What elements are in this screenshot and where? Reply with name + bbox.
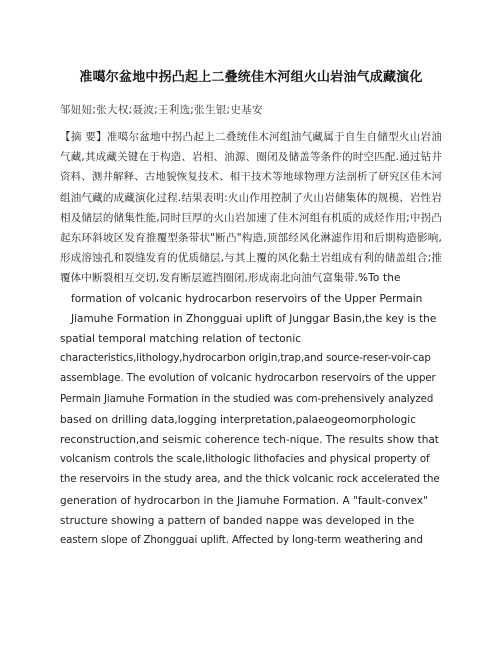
abstract-line: formation of volcanic hydrocarbon reservoirs of the Upper Permain: [71, 292, 423, 305]
document-title: 准噶尔盆地中拐凸起上二叠统佳木河组火山岩油气成藏演化: [79, 70, 423, 85]
abstract-line: 组油气藏的成藏演化过程.结果表明:火山作用控制了火山岩储集体的规模、岩性岩: [60, 191, 442, 204]
abstract-block: [60, 127, 442, 551]
abstract-line: 起东环斜坡区发育推覆型条带状"断凸"构造,顶部经风化淋滤作用和后期构造影响,: [60, 232, 442, 245]
abstract-line: 【摘 要】准噶尔盆地中拐凸起上二叠统佳木河组油气藏属于自生自储型火山岩油: [60, 131, 442, 143]
abstract-line: the reservoirs in the study area, and the thick volcanic rock accelerated the: [60, 474, 440, 486]
abstract-line: Permain Jiamuhe Formation in the studied was com-prehensively analyzed: [60, 393, 434, 405]
author-list: 邹妞妞;张大权;聂波;王利选;张生银;史基安: [60, 104, 263, 116]
abstract-line: assemblage. The evolution of volcanic hydrocarbon reservoirs of the upper: [60, 373, 436, 385]
abstract-line: spatial temporal matching relation of tectonic: [60, 333, 302, 346]
abstract-line: based on drilling data,logging interpretation,palaeogeomorphologic: [60, 413, 416, 426]
abstract-line: reconstruction,and seismic coherence tech-nique. The results show that: [60, 434, 439, 447]
abstract-line: volcanism controls the scale,lithologic lithofacies and physical property of: [60, 454, 430, 466]
abstract-line: characteristics,lithology,hydrocarbon origin,trap,and source-reser-voir-cap: [60, 353, 431, 365]
abstract-line: 相及储层的储集性能,同时巨厚的火山岩加速了佳木河组有机质的成烃作用;中拐凸: [60, 211, 442, 224]
abstract-line: generation of hydrocarbon in the Jiamuhe Formation. A "fault-convex": [60, 494, 428, 507]
abstract-line: 气藏,其成藏关键在于构造、岩相、油源、圈闭及储盖等条件的时空匹配.通过钻井: [60, 151, 442, 164]
abstract-line: 资料、测井解释、古地貌恢复技术、相干技术等地球物理方法剖析了研究区佳木河: [60, 171, 442, 184]
abstract-line: 形成溶蚀孔和裂缝发育的优质储层,与其上覆的风化黏土岩组成有利的储盖组合;推: [60, 252, 442, 265]
abstract-line: eastern slope of Zhongguai uplift. Affected by long-term weathering and: [60, 535, 423, 547]
abstract-line: 覆体中断裂相互交切,发育断层遮挡圈闭,形成南北向油气富集带.%To the: [60, 272, 401, 285]
abstract-line: structure showing a pattern of banded nappe was developed in the: [60, 514, 415, 527]
abstract-line: Jiamuhe Formation in Zhongguai uplift of Junggar Basin,the key is the: [71, 312, 437, 325]
